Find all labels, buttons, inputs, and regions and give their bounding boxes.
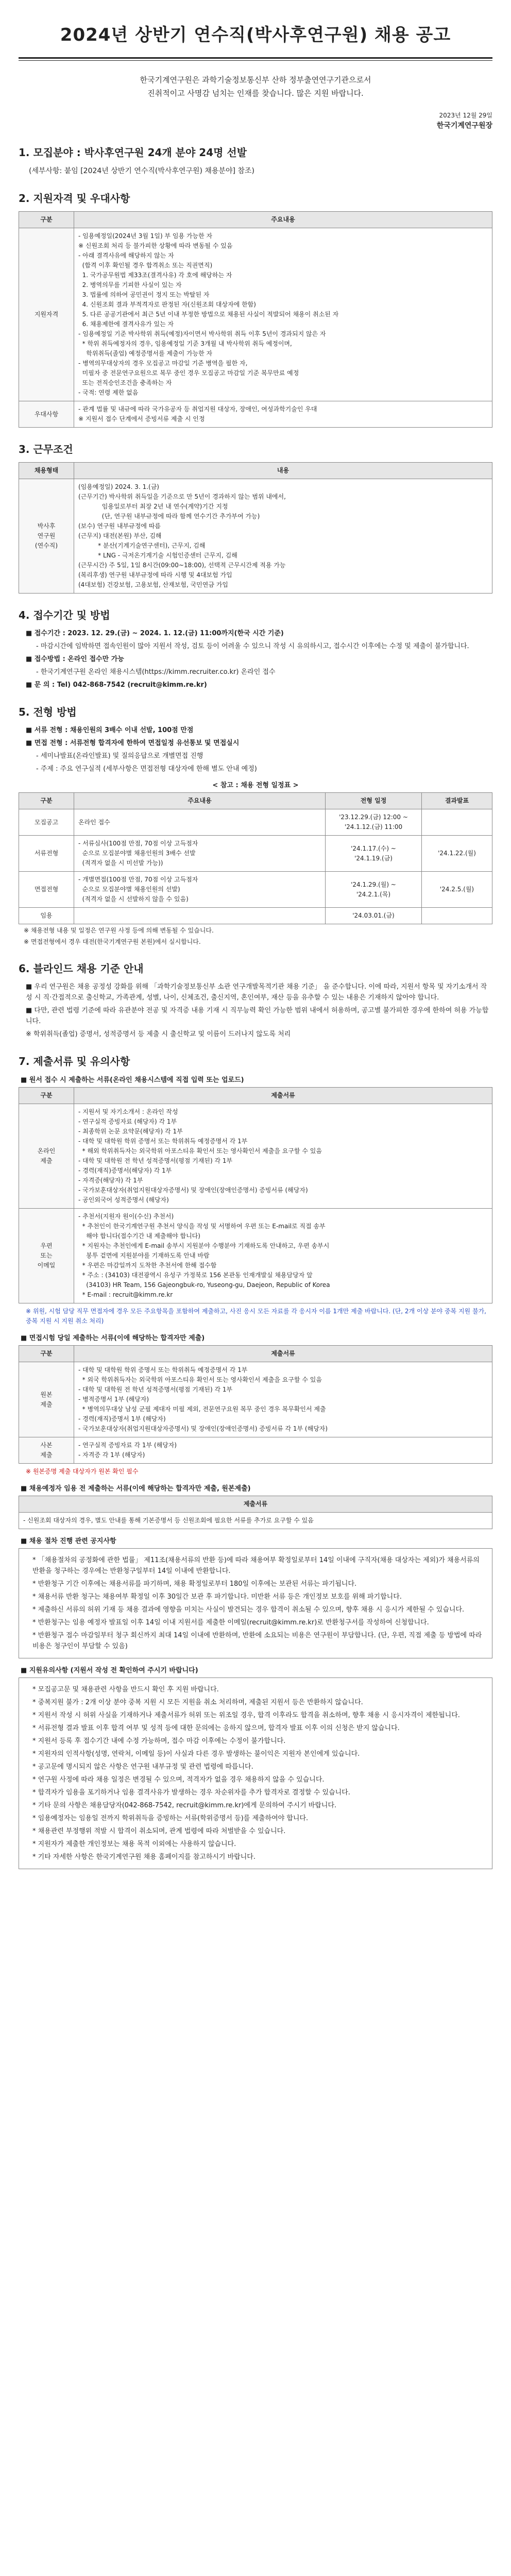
paragraph: * 서류전형 결과 발표 이후 합격 여부 및 성적 등에 대한 문의에는 응하지 않으며, 합격자 발표 이후 이의 신청은 받지 않습니다. — [32, 1724, 400, 1732]
paragraph: * 채용서류 반환 청구는 채용여부 확정일 이후 30일간 보관 후 파기합니다. 미반환 서류 등은 개인정보 보호를 위해 파기합니다. — [32, 1593, 402, 1601]
title-divider — [19, 57, 492, 61]
text-line: - 국가보훈대상자(취업지원대상자증명서) 및 장애인(장애인증명서) 증빙서류 (해당자) — [78, 1187, 308, 1194]
label-line: 제출 — [40, 1400, 53, 1408]
copy-docs-lines — [74, 1437, 492, 1464]
text-line: - 대학 및 대학원 전 학년 성적증명서(평점 기재된) 각 1부 — [78, 1157, 233, 1164]
text-line: ※ 지원서 접수 단계에서 증빙서류 제출 시 인정 — [78, 415, 205, 422]
text-line: 1. 국가공무원법 제33조(결격사유) 각 호에 해당하는 자 — [78, 272, 232, 279]
paragraph: * 반환청구 접수 마감일부터 청구 회신까지 최대 14일 이내에 반환하며, 반환에 소요되는 비용은 연구원이 부담합니다. (단, 우편, 직접 제출 등 방법에 따라 비용은 청구인이 부담할 수 있음) — [32, 1632, 484, 1650]
text-line: 봉투 겉면에 지원분야를 기재하도록 안내 바람 — [78, 1252, 210, 1259]
table-row — [19, 1104, 492, 1209]
schedule-cell-content: 온라인 접수 — [74, 809, 326, 836]
text-line: * 추천인이 한국기계연구원 추천서 양식을 작성 및 서명하여 우편 또는 E-mail로 직접 송부 — [78, 1223, 326, 1230]
text-line: ※ 신원조회 처리 등 불가피한 상황에 따라 변동될 수 있음 — [78, 242, 233, 249]
text-line: (34103) HR Team, 156 Gajeongbuk-ro, Yuseong-gu, Daejeon, Republic of Korea — [78, 1281, 330, 1289]
schedule-cell-type: 모집공고 — [19, 809, 74, 836]
text-line: 5. 다른 공공기관에서 최근 5년 이내 부정한 방법으로 채용된 사실이 적발되어 채용이 취소된 자 — [78, 311, 339, 318]
schedule-cell-content — [74, 908, 326, 924]
table-header-type: 구분 — [19, 212, 74, 228]
original-docs-lines — [74, 1362, 492, 1437]
table-row — [19, 1209, 492, 1303]
row-label-online — [19, 1104, 74, 1209]
procedure-notice-box — [19, 1548, 492, 1658]
table-header-type: 구분 — [19, 1346, 74, 1362]
text-line: * 분산(기계기술연구센터), 근무지, 김해 — [78, 542, 206, 549]
paragraph: * 중복지원 불가 : 2개 이상 분야 중복 지원 시 모든 지원을 취소 처리하며, 제출된 지원서 등은 반환하지 않습니다. — [32, 1699, 363, 1706]
application-period-note: - 마감시간에 임박하면 접속인원이 많아 지원서 작성, 검토 등이 어려울 수 있으니 작성 시 유의하시고, 접수시간 이후에는 수정 및 제출이 불가합니다. — [36, 642, 469, 650]
label-line: (연수직) — [35, 542, 58, 549]
paragraph: * 모집공고문 및 채용관련 사항을 반드시 확인 후 지원 바랍니다. — [32, 1686, 219, 1693]
text-line: - 대학 및 대학원 전 학년 성적증명서(평점 기재된) 각 1부 — [78, 1386, 233, 1393]
section-4-heading: 4. 접수기간 및 방법 — [19, 609, 110, 621]
text-line: (근무지) 대전(본원) 부산, 김해 — [78, 532, 162, 539]
schedule-cell-result — [422, 809, 492, 836]
application-method: ■ 접수방법 : 온라인 접수만 가능 — [26, 655, 124, 663]
section-1-heading: 1. 모집분야 : 박사후연구원 24개 분야 24명 선발 — [19, 146, 247, 159]
text-line: - 대학 및 대학원 학위 증명서 또는 학위취득 예정증명서 각 1부 — [78, 1366, 248, 1374]
section-5-heading: 5. 전형 방법 — [19, 706, 77, 718]
pre-appointment-docs-table — [19, 1496, 492, 1529]
text-line: 학위취득(졸업) 예정증명서를 제출이 가능한 자 — [78, 350, 213, 357]
schedule-title: < 참고 : 채용 전형 일정표 > — [212, 782, 299, 789]
text-line: 해야 합니다(접수기간 내 제출해야 합니다) — [78, 1232, 200, 1240]
text-line: - 국가보훈대상자(취업지원대상자증명서) 및 장애인(장애인증명서) 증빙서류 각 1부 (해당자) — [78, 1425, 328, 1432]
text-line: ※ 면접전형에서 경우 대전(한국기계연구원 본원)에서 실시합니다. — [24, 938, 201, 945]
schedule-cell-date: '24.1.29.(월) ~ '24.2.1.(목) — [326, 872, 422, 908]
applicant-notice-title: ■ 지원유의사항 (지원서 작성 전 확인하여 주시기 바랍니다) — [21, 1667, 198, 1674]
intro-text — [19, 73, 492, 100]
schedule-notes — [19, 926, 492, 947]
text-line: - 자격증 각 1부 (해당자) — [78, 1451, 145, 1459]
blind-hiring-paras — [19, 981, 492, 1040]
table-header-content: 제출서류 — [74, 1346, 492, 1362]
text-line: - 공인외국어 성적증명서 (해당자) — [78, 1196, 169, 1204]
paragraph: * 「채용절차의 공정화에 관한 법률」 제11조(채용서류의 반환 등)에 따라 채용여부 확정일로부터 14일 이내에 구직자(채용 대상자는 제외)가 채용서류의 반환을 청구하는 경우에는 반환청구일부터 14일 이내에 반환합니다. — [32, 1556, 482, 1575]
text-line: - 관계 법률 및 내규에 따라 국가유공자 등 취업지원 대상자, 장애인, 여성과학기술인 우대 — [78, 405, 317, 413]
text-line: - 대학 및 대학원 학위 증명서 또는 학위취득 예정증명서 각 1부 — [78, 1138, 248, 1145]
text-line: * 해외 학위취득자는 외국학위 아포스티유 확인서 또는 영사확인서 제출을 요구할 수 있음 — [78, 1147, 322, 1155]
page-title: 2024년 상반기 연수직(박사후연구원) 채용 공고 — [60, 25, 451, 45]
contact-info: ■ 문 의 : Tel) 042-868-7542 (recruit@kimm.re.kr) — [26, 681, 207, 689]
text-line: 2. 병역의무를 기피한 사실이 있는 자 — [78, 281, 182, 289]
text-line: * 지원자는 추천인에게 E-mail 송부시 지원분야 수행분야 기재하도록 안내하고, 우편 송부시 — [78, 1242, 330, 1249]
table-header-content: 주요내용 — [74, 212, 492, 228]
text-line: - 병역의무대상자의 경우 모집공고 마감일 기준 병역을 필한 자, — [78, 360, 248, 367]
text-line: (4대보험) 건강보험, 고용보험, 산재보험, 국민연금 가입 — [78, 581, 228, 588]
paragraph: * 합격자가 임용을 포기하거나 임용 결격사유가 발생하는 경우 차순위자를 추가 합격자로 결정할 수 있습니다. — [32, 1789, 350, 1797]
text-line: - 지원서 및 자기소개서 : 온라인 작성 — [78, 1108, 178, 1115]
schedule-cell-date: '23.12.29.(금) 12:00 ~ '24.1.12.(금) 11:00 — [326, 809, 422, 836]
section-1-note: (세부사항: 붙임 [2024년 상반기 연수직(박사후연구원) 채용분야] 참조) — [29, 167, 254, 175]
schedule-cell-type: 임용 — [19, 908, 74, 924]
intro-line-1: 한국기계연구원은 과학기술정보통신부 산하 정부출연연구기관으로서 — [140, 75, 371, 84]
paragraph: ※ 학위취득(졸업) 증명서, 성적증명서 등 제출 시 출신학교 및 이름이 드러나지 않도록 처리 — [26, 1030, 291, 1038]
text-line: ※ 채용전형 내용 및 일정은 연구원 사정 등에 의해 변동될 수 있습니다. — [24, 927, 214, 934]
interview-docs-title: ■ 면접시험 당일 제출하는 서류(이에 해당하는 합격자만 제출) — [21, 1334, 205, 1342]
table-header-type: 구분 — [19, 1088, 74, 1104]
application-docs-title: ■ 원서 접수 시 제출하는 서류(온라인 채용시스템에 직접 입력 또는 업로드) — [21, 1076, 244, 1084]
text-line: (근무기간) 박사학위 취득일을 기준으로 만 5년이 경과하지 않는 범위 내에서, — [78, 493, 286, 500]
text-line: 3. 법률에 의하여 공민권이 정지 또는 박탈된 자 — [78, 291, 210, 298]
text-line: (합격 이후 확인될 경우 합격취소 또는 직권면직) — [78, 262, 213, 269]
applicant-notice-box — [19, 1677, 492, 1869]
schedule-cell-date: '24.03.01.(금) — [326, 908, 422, 924]
row-label-original — [19, 1362, 74, 1437]
row-label-postdoc — [19, 479, 74, 594]
text-line: - 아래 결격사유에 해당하지 않는 자 — [78, 252, 174, 259]
text-line: (임용예정일) 2024. 3. 1.(금) — [78, 483, 159, 490]
text-line: - 경력(재직)증명서(해당자) 각 1부 — [78, 1167, 172, 1174]
paragraph: * 반환청구는 임용 예정자 발표일 이후 14일 이내 지원서를 제출한 이메일(recruit@kimm.re.kr)로 반환청구서를 작성하여 신청합니다. — [32, 1619, 429, 1626]
paragraph: * 지원자가 제출한 개인정보는 채용 목적 이외에는 사용하지 않습니다. — [32, 1840, 236, 1848]
text-line: - 연구실적 증빙자료 (해당자) 각 1부 — [78, 1118, 177, 1125]
paragraph: * 연구원 사정에 따라 채용 일정은 변경될 수 있으며, 적격자가 없을 경우 채용하지 않을 수 있습니다. — [32, 1776, 325, 1784]
work-conditions-table — [19, 462, 492, 594]
label-line: 제출 — [40, 1451, 53, 1459]
mail-docs-lines — [74, 1209, 492, 1303]
table-header-content: 내용 — [74, 463, 492, 479]
text-line: (복리후생) 연구원 내부규정에 따라 시행 및 4대보험 가입 — [78, 571, 232, 579]
label-line: 연구원 — [37, 532, 56, 539]
label-line: 제출 — [40, 1157, 53, 1164]
text-line: * 병역의무대상 남성 군필 제대자 미필 제외, 전문연구요원 복무 중인 경우 복무확인서 제출 — [78, 1405, 326, 1413]
online-docs-lines — [74, 1104, 492, 1209]
text-line: 또는 전직승인조건을 충족하는 자 — [78, 379, 172, 386]
paragraph: * 지원서 작성 시 허위 사실을 기재하거나 제출서류가 허위 또는 위조일 경우, 합격 이후라도 합격을 취소하며, 향후 채용 시 응시자격이 제한됩니다. — [32, 1711, 460, 1719]
paragraph: * 제출하신 서류의 허위 기재 등 채용 결과에 영향을 미치는 사실이 발견되는 경우 합격이 취소될 수 있으며, 향후 채용 시 응시가 제한될 수 있습니다. — [32, 1606, 465, 1614]
text-line: - 경력(재직)증명서 1부 (해당자) — [78, 1415, 166, 1422]
paragraph: ■ 우리 연구원은 채용 공정성 강화를 위해 「과학기술정보통신부 소관 연구개발목적기관 채용 기준」 을 준수합니다. 이에 따라, 지원서 항목 및 자기소개서 작성 시 직·간접적으로 출신학교, 가족관계, 성별, 나이, 신체조건, 출신지역, 혼인여부, 재산 등을 유추할 수 있는 내용은 기재하지 않아야 합니다. — [26, 983, 487, 1002]
applicant-notice-paras — [25, 1684, 486, 1862]
schedule-header-date: 전형 일정 — [326, 793, 422, 809]
procedure-notice-paras — [25, 1555, 486, 1652]
schedule-header-result: 결과발표 — [422, 793, 492, 809]
schedule-cell-type: 면접전형 — [19, 872, 74, 908]
schedule-table — [19, 792, 492, 924]
schedule-cell-result — [422, 908, 492, 924]
row-label-mail — [19, 1209, 74, 1303]
schedule-header-type: 구분 — [19, 793, 74, 809]
table-row — [19, 1362, 492, 1437]
text-line: 미필자 중 전문연구요원으로 복무 중인 경우 모집공고 마감일 기준 복무만료 예정 — [78, 369, 299, 377]
schedule-row — [19, 836, 492, 872]
preference-lines — [74, 401, 492, 428]
application-docs-table — [19, 1087, 492, 1303]
procedure-notice-title: ■ 채용 절차 진행 관련 공지사항 — [21, 1537, 116, 1545]
table-row — [19, 479, 492, 594]
posting-org: 한국기계연구원장 — [436, 122, 492, 130]
posting-date: 2023년 12월 29일 — [439, 112, 492, 119]
label-line: 원본 — [40, 1391, 53, 1398]
row-label-preference: 우대사항 — [19, 401, 74, 428]
section-3-heading: 3. 근무조건 — [19, 443, 73, 455]
interview-note-1: - 세미나발표(온라인발표) 및 질의응답으로 개별면접 진행 — [36, 752, 203, 760]
paragraph: * 기타 문의 사항은 채용담당자(042-868-7542, recruit@kimm.re.kr)에게 문의하여 주시기 바랍니다. — [32, 1802, 337, 1809]
text-line: - 임용예정일(2024년 3월 1일) 부 임용 가능한 자 — [78, 232, 213, 240]
text-line: (근무시간) 주 5일, 1일 8시간(09:00~18:00), 선택적 근무시간제 적용 가능 — [78, 562, 286, 569]
paragraph: * 반환청구 기간 이후에는 채용서류를 파기하며, 채용 확정일로부터 180일 이후에는 보관된 서류는 파기됩니다. — [32, 1580, 357, 1588]
schedule-cell-date: '24.1.17.(수) ~ '24.1.19.(금) — [326, 836, 422, 872]
text-line: * 주소 : (34103) 대전광역시 유성구 가정북로 156 본관동 인재개발실 채용담당자 앞 — [78, 1272, 313, 1279]
text-line: 6. 채용제한에 결격사유가 있는 자 — [78, 320, 174, 328]
table-header-content: 제출서류 — [74, 1088, 492, 1104]
label-line: 사본 — [40, 1442, 53, 1449]
paragraph: * 기타 자세한 사항은 한국기계연구원 채용 홈페이지를 참고하시기 바랍니다. — [32, 1853, 256, 1861]
interview-docs-footnote: ※ 원본증명 제출 대상자가 원본 확인 필수 — [26, 1468, 139, 1475]
text-line: * 외국 학위취득자는 외국학위 아포스티유 확인서 또는 영사확인서 제출을 요구할 수 있음 — [78, 1376, 322, 1383]
paragraph: * 채용관련 부정행위 적발 시 합격이 취소되며, 관계 법령에 따라 처벌받을 수 있습니다. — [32, 1827, 286, 1835]
table-row — [19, 1437, 492, 1464]
table-row — [19, 1513, 492, 1529]
interview-note-2: - 주제 : 주요 연구실적 (세부사항은 면접전형 대상자에 한해 별도 안내 예정) — [36, 765, 257, 773]
qualification-table — [19, 211, 492, 428]
interview-screening: ■ 면접 전형 : 서류전형 합격자에 한하여 면접일정 유선통보 및 면접실시 — [26, 739, 240, 747]
schedule-cell-result: '24.2.5.(월) — [422, 872, 492, 908]
paragraph: ■ 다만, 관련 법령 기준에 따라 유관분야 전공 및 자격증 내용 기재 시 직무능력 확인 가능한 범위 내에서 허용하며, 공고별 불가피한 경우에 한하여 허용 가능합니다. — [26, 1007, 489, 1025]
paragraph: * 공고문에 명시되지 않은 사항은 연구원 내부규정 및 관련 법령에 따릅니다. — [32, 1763, 253, 1771]
table-header-type: 채용형태 — [19, 463, 74, 479]
text-line: * E-mail : recruit@kimm.re.kr — [78, 1291, 173, 1298]
text-line: - 임용예정일 기준 박사학위 취득(예정)자이면서 박사학위 취득 이후 5년이 경과되지 않은 자 — [78, 330, 326, 337]
schedule-cell-content: - 서류심사(100점 만점, 70점 이상 고득점자 순으로 모집분야별 채용인원의 3배수 선발 (적격자 없을 시 미선발 가능)) — [74, 836, 326, 872]
label-line: 이메일 — [37, 1262, 56, 1269]
text-line: (보수) 연구원 내부규정에 따름 — [78, 522, 161, 530]
interview-docs-table — [19, 1345, 492, 1464]
paragraph: * 임용예정자는 임용일 전까지 학위취득을 증빙하는 서류(학위증명서 등)를 제출하여야 합니다. — [32, 1815, 309, 1822]
schedule-cell-result: '24.1.22.(월) — [422, 836, 492, 872]
section-2-heading: 2. 지원자격 및 우대사항 — [19, 192, 130, 205]
intro-line-2: 진취적이고 사명감 넘치는 인재를 찾습니다. 많은 지원 바랍니다. — [147, 89, 364, 98]
application-method-note: - 한국기계연구원 온라인 채용시스템(https://kimm.recruiter.co.kr) 온라인 접수 — [36, 668, 276, 676]
paragraph: * 지원서 등록 후 접수기간 내에 수정 가능하며, 접수 마감 이후에는 수정이 불가합니다. — [32, 1737, 286, 1745]
row-label-copy — [19, 1437, 74, 1464]
posting-date-block — [19, 110, 492, 131]
text-line: * 학위 취득예정자의 경우, 임용예정일 기준 3개월 내 박사학위 취득 예정이며, — [78, 340, 292, 347]
application-docs-footnote: ※ 위원, 시험 담당 직무 면접자에 경우 모든 주요항목을 포함하여 제출하고, 사진 응시 모든 자료를 각 응시자 이름 1개만 제출 바랍니다. (단, 2개 이상 분야 중복 지원 불가, 중복 지원 시 지원 취소 처리) — [26, 1308, 486, 1325]
label-line: 우편 — [40, 1242, 53, 1249]
work-conditions-lines — [74, 479, 492, 594]
text-line: - 국적: 연령 제한 없음 — [78, 389, 139, 396]
document-screening: ■ 서류 전형 : 채용인원의 3배수 이내 선발, 100점 만점 — [26, 726, 194, 734]
table-header-docs: 제출서류 — [19, 1496, 492, 1513]
text-line: - 추천서(지원자 원이(수신) 추천서) — [78, 1213, 174, 1220]
text-line: 임용일로부터 최장 2년 내 연수(계약)기간 지정 — [78, 503, 228, 510]
paragraph: * 지원자의 인적사항(성명, 연락처, 이메일 등)이 사실과 다른 경우 발생하는 불이익은 지원자 본인에게 있습니다. — [32, 1750, 360, 1758]
label-line: 또는 — [40, 1252, 53, 1259]
section-6-heading: 6. 블라인드 채용 기준 안내 — [19, 962, 144, 975]
qualification-lines — [74, 228, 492, 401]
section-7-heading: 7. 제출서류 및 유의사항 — [19, 1055, 130, 1067]
text-line: - 최종학위 논문 요약문(해당자) 각 1부 — [78, 1128, 183, 1135]
text-line: - 연구실적 증빙자료 각 1부 (해당자) — [78, 1442, 177, 1449]
schedule-row — [19, 908, 492, 924]
text-line: * LNG - 극저온기계기술 시험인증센터 근무지, 김해 — [78, 552, 237, 559]
application-period: ■ 접수기간 : 2023. 12. 29.(금) ~ 2024. 1. 12.(금) 11:00까지(한국 시간 기준) — [26, 630, 284, 637]
schedule-header-content: 주요내용 — [74, 793, 326, 809]
schedule-row — [19, 809, 492, 836]
label-line: 온라인 — [37, 1147, 56, 1155]
table-row — [19, 228, 492, 401]
row-label-qualification: 지원자격 — [19, 228, 74, 401]
schedule-cell-content: - 개별면접(100점 만점, 70점 이상 고득점자 순으로 모집분야별 채용인원의 선발) (적격자 없을 시 선발하지 않을 수 있음) — [74, 872, 326, 908]
schedule-row — [19, 872, 492, 908]
text-line: - 병적증명서 1부 (해당자) — [78, 1396, 149, 1403]
text-line: (단, 연구원 내부규정에 따라 함께 연수기간 추가부여 가능) — [78, 513, 260, 520]
pre-appointment-line: - 신원조회 대상자의 경우, 별도 안내를 통해 기본증명서 등 신원조회에 필요한 서류를 추가로 요구할 수 있음 — [19, 1513, 492, 1529]
label-line: 박사후 — [37, 522, 56, 530]
table-row — [19, 401, 492, 428]
text-line: * 우편은 마감일까지 도착한 추천서에 한해 접수함 — [78, 1262, 217, 1269]
text-line: 4. 신원조회 결과 부적격자로 판정된 자(신원조회 대상자에 한함) — [78, 301, 256, 308]
text-line: - 자격증(해당자) 각 1부 — [78, 1177, 143, 1184]
schedule-cell-type: 서류전형 — [19, 836, 74, 872]
pre-appointment-docs-title: ■ 채용예정자 임용 전 제출하는 서류(이에 해당하는 합격자만 제출, 원본제출) — [21, 1485, 251, 1493]
